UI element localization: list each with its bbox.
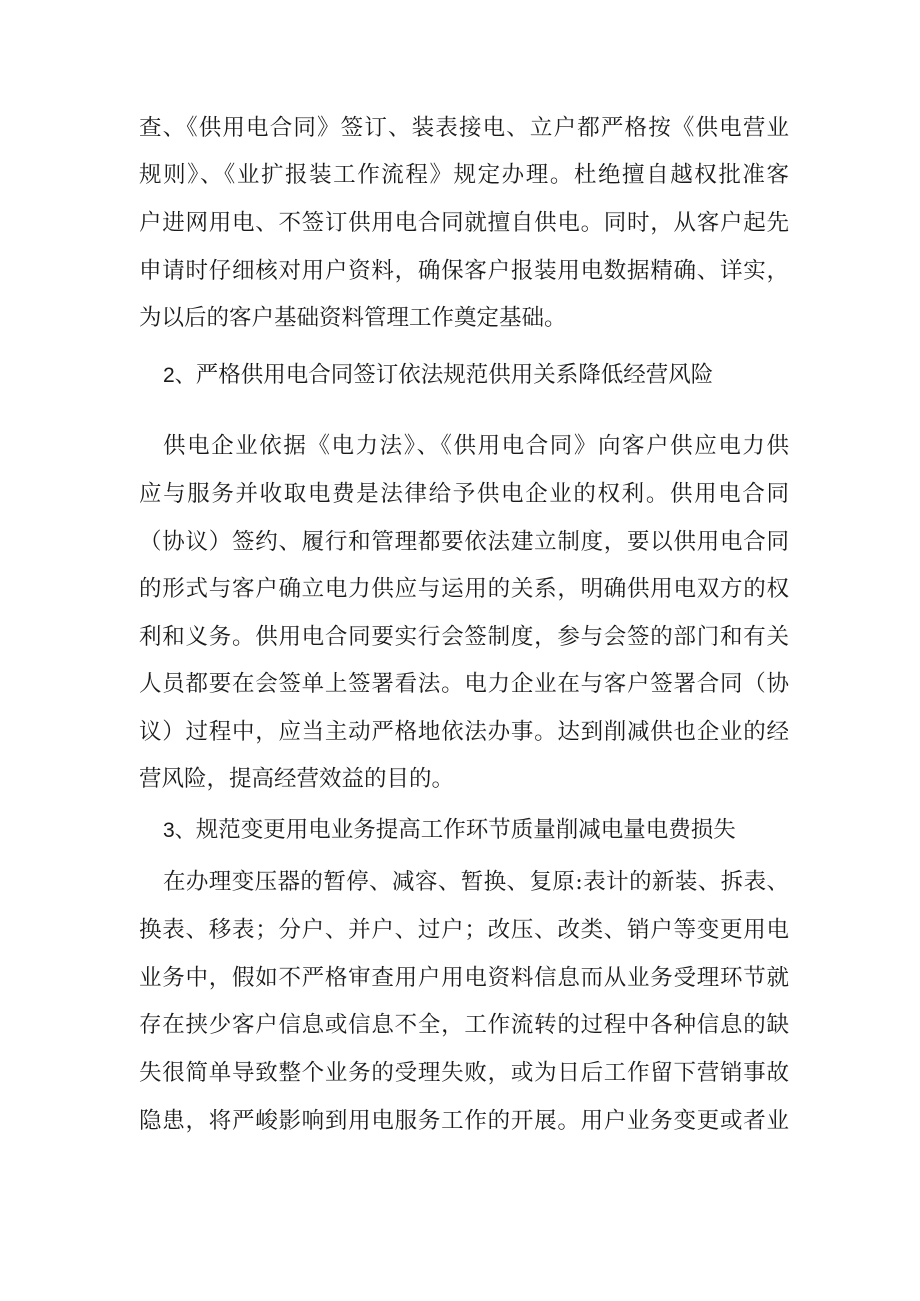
- paragraph-2-line-3: （协议）签约、履行和管理都要依法建立制度，要以供用电合同: [139, 529, 789, 555]
- paragraph-2-line-8: 营风险，提高经营效益的目的。: [139, 766, 455, 792]
- paragraph-1-line-2: 规则》、《业扩报装工作流程》规定办理。杜绝擅自越权批准客: [139, 162, 789, 188]
- paragraph-3-line-2: 换表、移表；分户、并户、过户；改压、改类、销户等变更用电: [139, 917, 789, 943]
- section-heading-3-text: 规范变更用电业务提高工作环节质量削减电量电费损失: [195, 817, 736, 843]
- paragraph-3-line-5: 失很简单导致整个业务的受理失败，或为日后工作留下营销事故: [139, 1060, 789, 1086]
- paragraph-2-line-5: 利和义务。供用电合同要实行会签制度，参与会签的部门和有关: [139, 624, 789, 650]
- paragraph-2-line-1: 供电企业依据《电力法》、《供用电合同》向客户供应电力供: [163, 433, 789, 459]
- paragraph-3-line-1: 在办理变压器的暂停、减容、暂换、复原:表计的新装、拆表、: [163, 869, 789, 895]
- paragraph-2-line-4: 的形式与客户确立电力供应与运用的关系，明确供用电双方的权: [139, 576, 789, 602]
- section-heading-2-number: 2、: [163, 364, 196, 387]
- section-heading-2: [163, 355, 713, 395]
- paragraph-2-line-6: 人员都要在会签单上签署看法。电力企业在与客户签署合同（协: [139, 671, 789, 697]
- paragraph-3-line-6: 隐患，将严峻影响到用电服务工作的开展。用户业务变更或者业: [139, 1108, 789, 1134]
- paragraph-1-line-5: 为以后的客户基础资料管理工作奠定基础。: [139, 305, 567, 331]
- section-heading-3: [163, 810, 736, 850]
- paragraph-1-line-1: 查、《供用电合同》签订、装表接电、立户都严格按《供电营业: [139, 115, 789, 141]
- paragraph-1-line-4: 申请时仔细核对用户资料，确保客户报装用电数据精确、详实，: [139, 258, 789, 284]
- paragraph-2-line-7: 议）过程中，应当主动严格地依法办事。达到削减供也企业的经: [139, 719, 789, 745]
- paragraph-1-line-3: 户进网用电、不签订供用电合同就擅自供电。同时，从客户起先: [139, 210, 789, 236]
- paragraph-2-line-2: 应与服务并收取电费是法律给予供电企业的权利。供用电合同: [139, 481, 789, 507]
- section-heading-2-text: 严格供用电合同签订依法规范供用关系降低经营风险: [195, 362, 714, 388]
- paragraph-3-line-4: 存在挟少客户信息或信息不全，工作流转的过程中各种信息的缺: [139, 1012, 789, 1038]
- paragraph-3-line-3: 业务中，假如不严格审查用户用电资料信息而从业务受理环节就: [139, 965, 789, 991]
- section-heading-3-number: 3、: [163, 819, 196, 842]
